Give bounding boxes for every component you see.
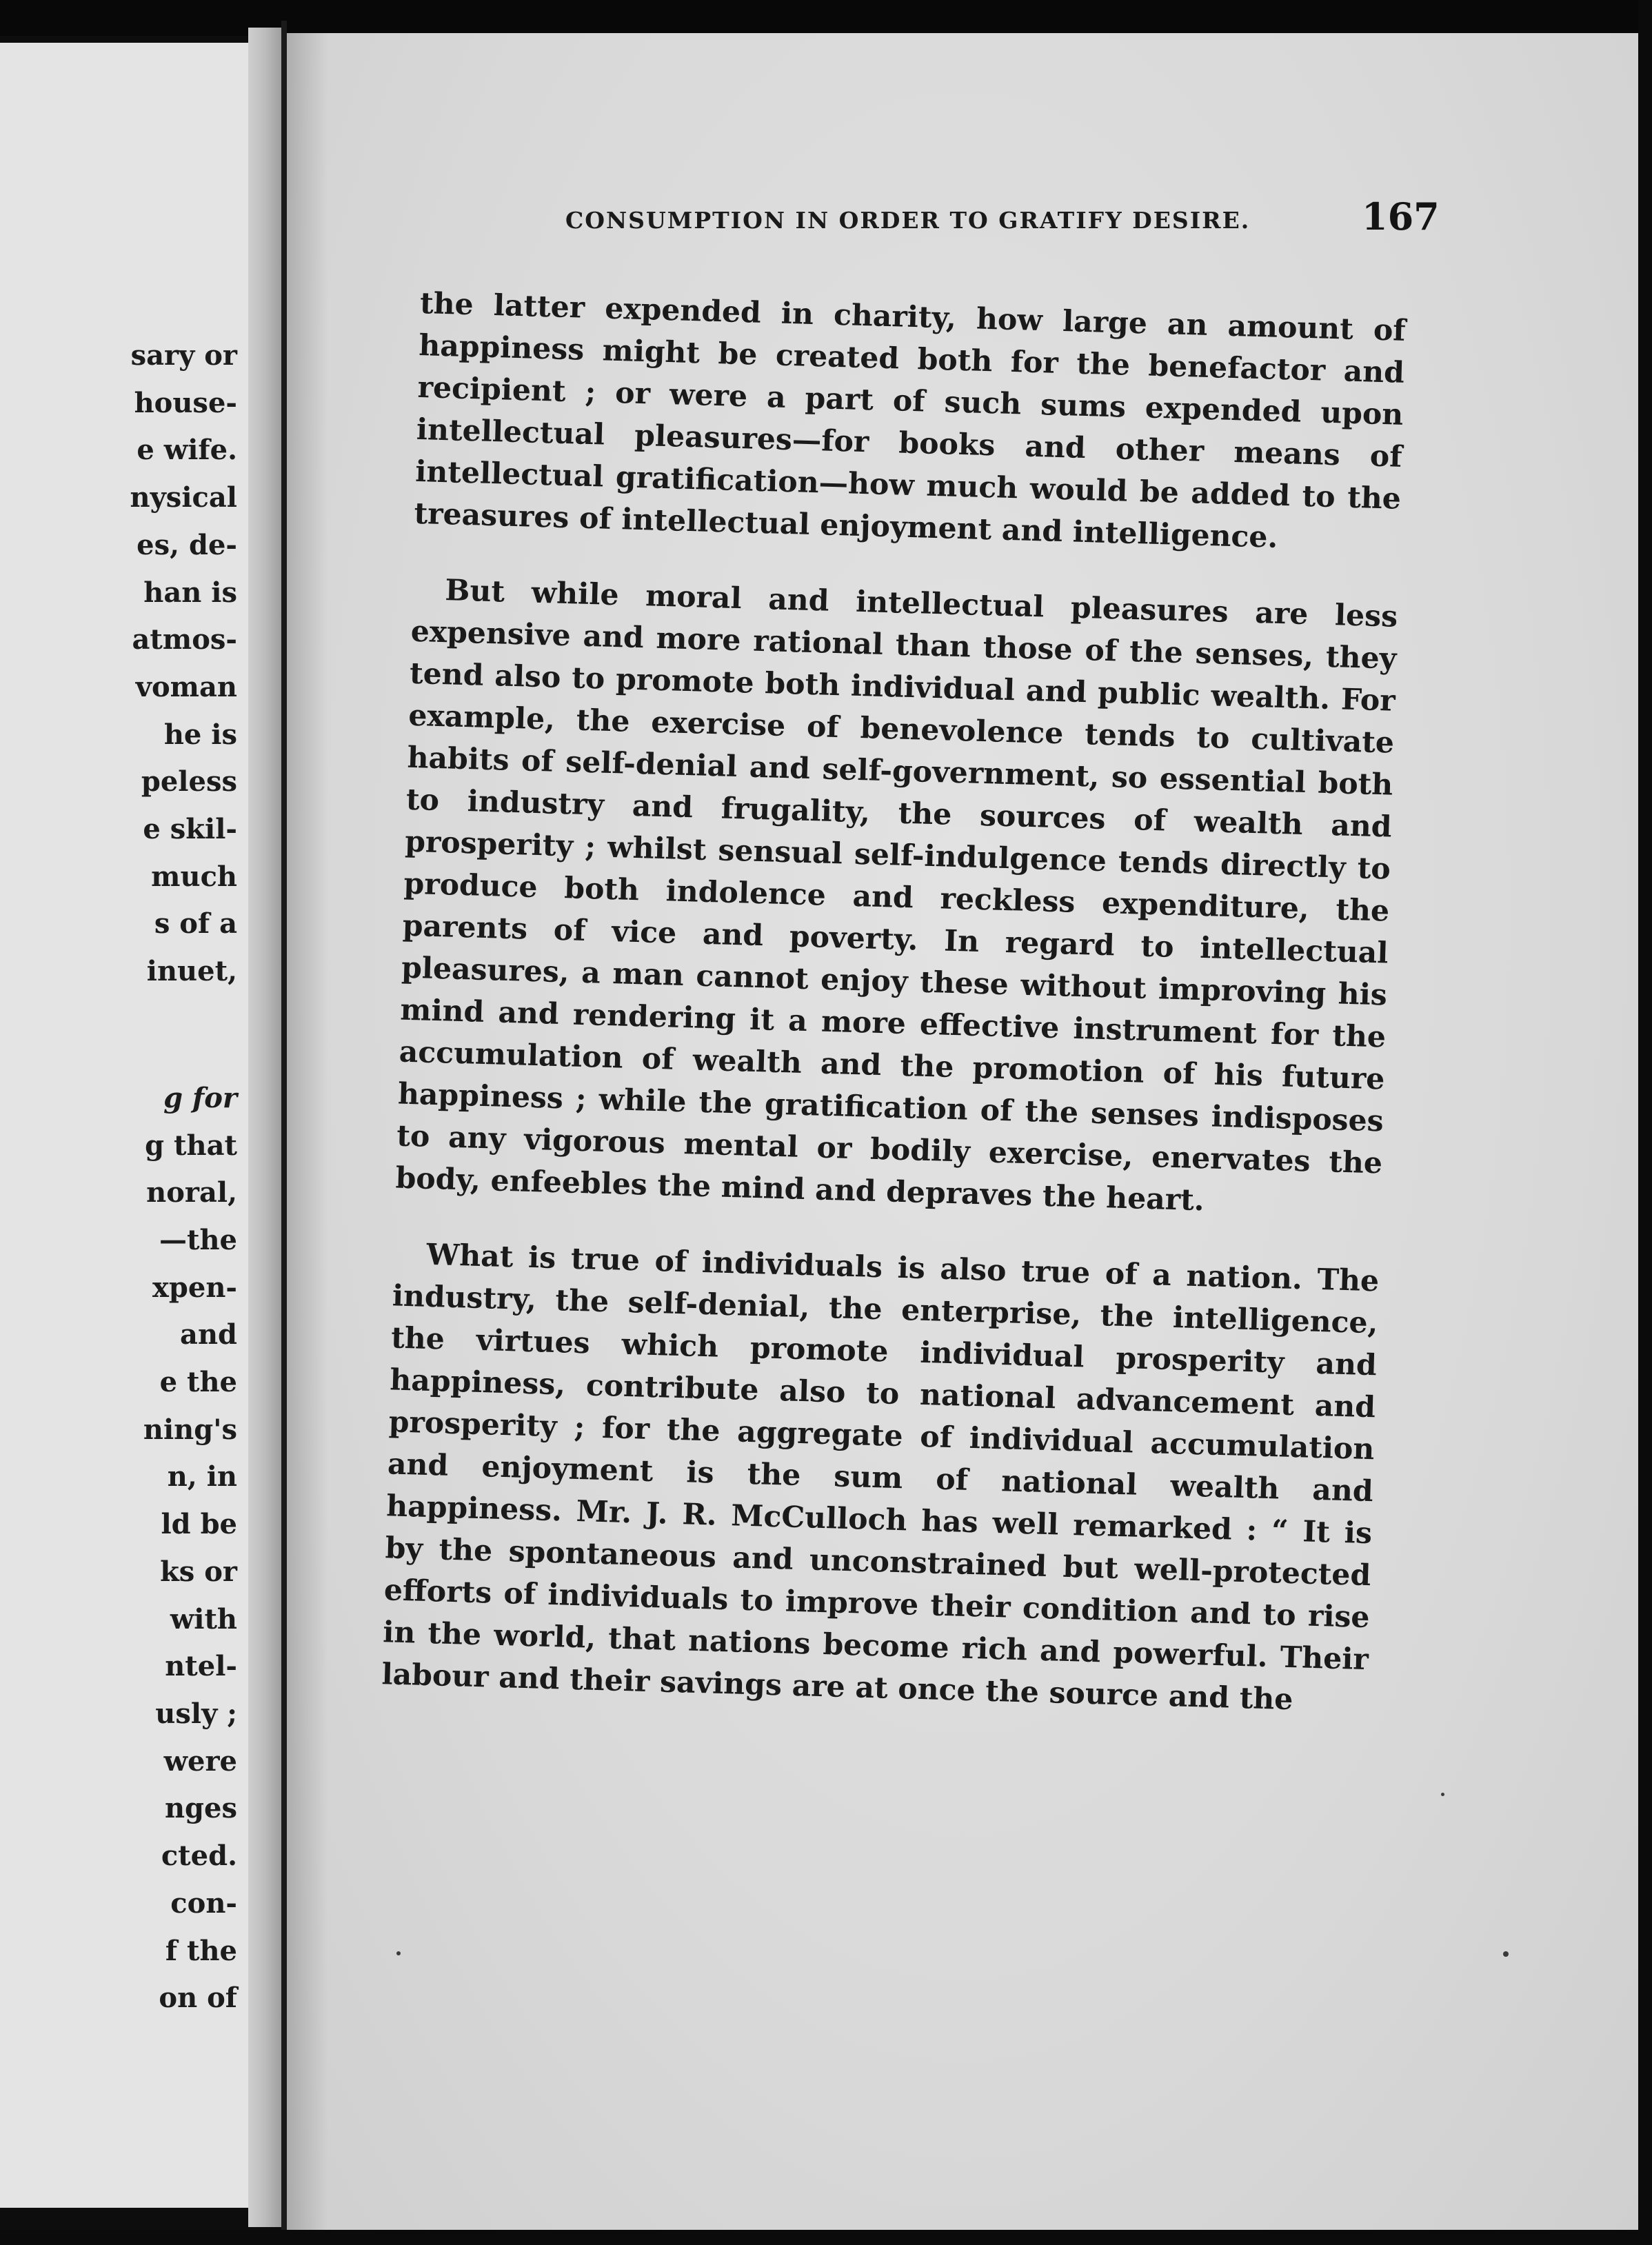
page-body (380, 283, 1406, 1757)
paragraph: What is true of individuals is also true of a nation. The industry, the self-denial, the enterprise, the intelligence, the virtues which promote individual prosperity and happiness, contribute also to national advancement and prosperity ; for the aggregate of individual accumulation and enjoyment is the sum of national wealth and happiness. Mr. J. R. McCulloch has well remarked : “ It is by the spontaneous and unconstrained but well-protected efforts of individuals to improve their condition and to rise in the world, that nations become rich and powerful. Their labour and their savings are at once the source and the (381, 1237, 1380, 1718)
fragment-line: e wife. (137, 434, 237, 467)
book-gutter (248, 28, 284, 2227)
fragment-line: ld be (161, 1508, 237, 1541)
page-fold (281, 21, 287, 2234)
fragment-line: atmos- (132, 623, 237, 656)
fragment-line: g for (163, 1081, 237, 1114)
fragment-line: es, de- (137, 528, 237, 561)
fragment-line: nysical (130, 481, 237, 514)
fragment-line: and (180, 1318, 237, 1351)
fragment-line: xpen- (152, 1271, 237, 1304)
scan-bottom-border (0, 2230, 1652, 2245)
ink-speck (396, 1951, 401, 1955)
fragment-line: he is (163, 718, 237, 751)
fragment-line: house- (134, 386, 237, 419)
fragment-line: e the (159, 1366, 237, 1399)
page-shadow (287, 33, 328, 2233)
fragment-line: —the (159, 1223, 237, 1256)
fragment-line: cted. (161, 1840, 237, 1873)
fragment-line: inuet, (146, 955, 237, 988)
ink-speck (1503, 1951, 1509, 1957)
fragment-line: much (151, 860, 237, 893)
fragment-line: sary or (130, 339, 237, 372)
fragment-line: with (170, 1602, 237, 1635)
fragment-line: voman (135, 670, 237, 703)
fragment-line: ntel- (165, 1650, 237, 1683)
fragment-line: nges (164, 1792, 237, 1825)
fragment-line: f the (165, 1934, 237, 1967)
fragment-line: were (163, 1744, 237, 1778)
fragment-line: peless (141, 765, 237, 798)
running-head: CONSUMPTION IN ORDER TO GRATIFY DESIRE. (565, 207, 1251, 234)
fragment-line: g that (145, 1129, 237, 1162)
fragment-line: han is (143, 576, 237, 609)
fragment-line: con- (170, 1886, 237, 1920)
ink-speck (1441, 1793, 1444, 1796)
fragment-line: e skil- (143, 813, 237, 846)
fragment-line: s of a (154, 907, 237, 940)
fragment-line: noral, (146, 1176, 237, 1209)
fragment-line: ks or (160, 1555, 237, 1588)
previous-page-fragment (0, 43, 250, 2208)
paragraph: the latter expended in charity, how large an amount of happiness might be created both for the benefactor and recipient ; or were a part of such sums expended upon intellectual pleasures—for books and other means of intellectual gratification—how much would be added to the treasures of intellectual enjoyment and intelligence. (413, 285, 1407, 555)
fragment-line: ning's (143, 1413, 237, 1446)
page-number: 167 (1362, 194, 1440, 239)
fragment-line: n, in (167, 1460, 237, 1493)
paragraph: But while moral and intellectual pleasures are less expensive and more rational than those of the senses, they tend also to promote both individual and public wealth. For example, the exercise of benevolence tends to cultivate habits of self-denial and self-government, so essential both to industry and frugality, the sources of wealth and prosperity ; whilst sensual self-indulgence tends directly to produce both indolence and reckless expenditure, the parents of vice and poverty. In regard to intellectual pleasures, a man cannot enjoy these without improving his mind and rendering it a more effective instrument for the accumulation of wealth and the promotion of his future happiness ; while the gratification of the senses indisposes to any vigorous mental or bodily exercise, enervates the body, enfeebles the mind and depraves the heart. (395, 573, 1398, 1218)
previous-page-line-ends (3, 332, 237, 2022)
fragment-line: on of (159, 1982, 237, 2015)
scan-right-border (1638, 0, 1652, 2245)
fragment-line: usly ; (155, 1697, 237, 1730)
